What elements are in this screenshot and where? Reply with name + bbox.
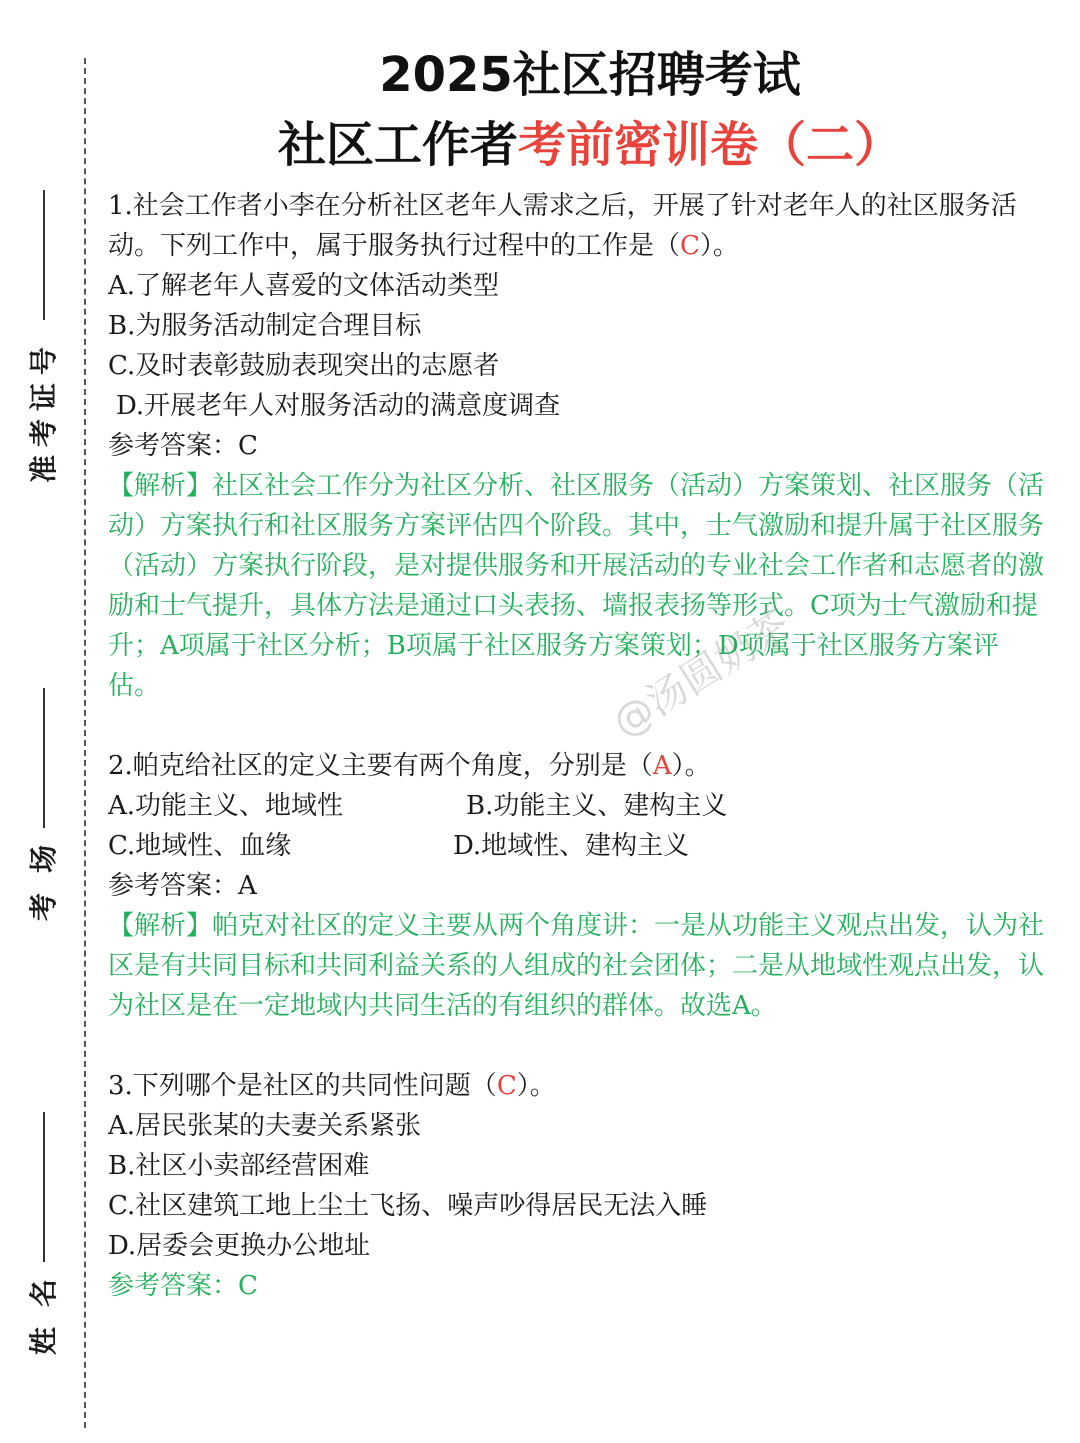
stem-text: 1.社会工作者小李在分析社区老年人需求之后，开展了针对老年人的社区服务活动。下列工作中，属于服务执行过程中的工作是（	[108, 191, 1017, 261]
option: B.社区小卖部经营困难	[108, 1151, 370, 1181]
answer-mark: C	[496, 1071, 517, 1101]
option: D.地域性、建构主义	[453, 831, 690, 861]
stem-text: 3.下列哪个是社区的共同性问题（	[108, 1071, 497, 1101]
question-stem	[108, 186, 1044, 266]
analysis-text: 【解析】帕克对社区的定义主要从两个角度讲：一是从功能主义观点出发，认为社区是有共同目标和共同利益关系的人组成的社会团体；二是从地域性观点出发，认为社区是在一定地域内共同生活的有组织的群体。故选A。	[108, 911, 1045, 1021]
option: B.功能主义、建构主义	[466, 791, 728, 821]
exam-room-char: 考	[26, 892, 60, 922]
option: C.社区建筑工地上尘土飞扬、噪声吵得居民无法入睡	[108, 1191, 708, 1221]
question-2	[108, 746, 1044, 1026]
option: A.居民张某的夫妻关系紧张	[108, 1111, 422, 1141]
option: A.功能主义、地域性	[108, 791, 344, 821]
reference-answer: 参考答案：A	[108, 871, 257, 901]
exam-id-char: 证	[26, 382, 60, 412]
name-char: 姓	[26, 1326, 60, 1356]
question-stem	[108, 746, 1044, 786]
exam-room-field	[22, 688, 66, 938]
subtitle-red: 考前密训卷（二）	[518, 117, 903, 173]
exam-id-char: 准	[26, 454, 60, 484]
option: D.开展老年人对服务活动的满意度调查	[116, 391, 561, 421]
reference-answer: 参考答案：C	[108, 431, 258, 461]
stem-end: ）。	[671, 751, 711, 781]
answer-mark: C	[680, 231, 700, 261]
option: D.居委会更换办公地址	[108, 1231, 371, 1261]
page-title: 2025社区招聘考试	[379, 47, 801, 103]
answer-mark: A	[652, 751, 672, 781]
question-list	[108, 186, 1044, 1306]
question-1	[108, 186, 1044, 706]
option-row	[108, 826, 1044, 866]
watermark: @汤圆奶茶	[604, 601, 799, 747]
option: C.及时表彰鼓励表现突出的志愿者	[108, 351, 500, 381]
exam-room-char: 场	[26, 844, 60, 874]
question-3	[108, 1066, 1044, 1306]
stem-text: 2.帕克给社区的定义主要有两个角度，分别是（	[108, 751, 653, 781]
stem-end: ）。	[516, 1071, 556, 1101]
binding-margin	[0, 0, 100, 1443]
exam-id-char: 号	[26, 346, 60, 376]
option-row	[108, 786, 1044, 826]
exam-id-field	[22, 190, 66, 510]
stem-end: ）。	[699, 231, 739, 261]
question-stem	[108, 1066, 1044, 1106]
name-field	[22, 1112, 66, 1372]
option: A.了解老年人喜爱的文体活动类型	[108, 271, 500, 301]
page-subtitle	[100, 112, 1080, 178]
binding-dashed-line	[84, 58, 86, 1428]
option: C.地域性、血缘	[108, 831, 292, 861]
reference-answer: 参考答案：C	[108, 1271, 258, 1301]
exam-id-char: 考	[26, 418, 60, 448]
subtitle-black: 社区工作者	[277, 117, 518, 173]
option: B.为服务活动制定合理目标	[108, 311, 422, 341]
name-char: 名	[26, 1278, 60, 1308]
analysis-text: 【解析】社区社会工作分为社区分析、社区服务（活动）方案策划、社区服务（活动）方案执行和社区服务方案评估四个阶段。其中，士气激励和提升属于社区服务（活动）方案执行阶段，是对提供服务和开展活动的专业社会工作者和志愿者的激励和士气提升，具体方法是通过口头表扬、墙报表扬等形式。C项为士气激励和提升；A项属于社区分析；B项属于社区服务方案策划；D项属于社区服务方案评估。	[108, 471, 1045, 701]
